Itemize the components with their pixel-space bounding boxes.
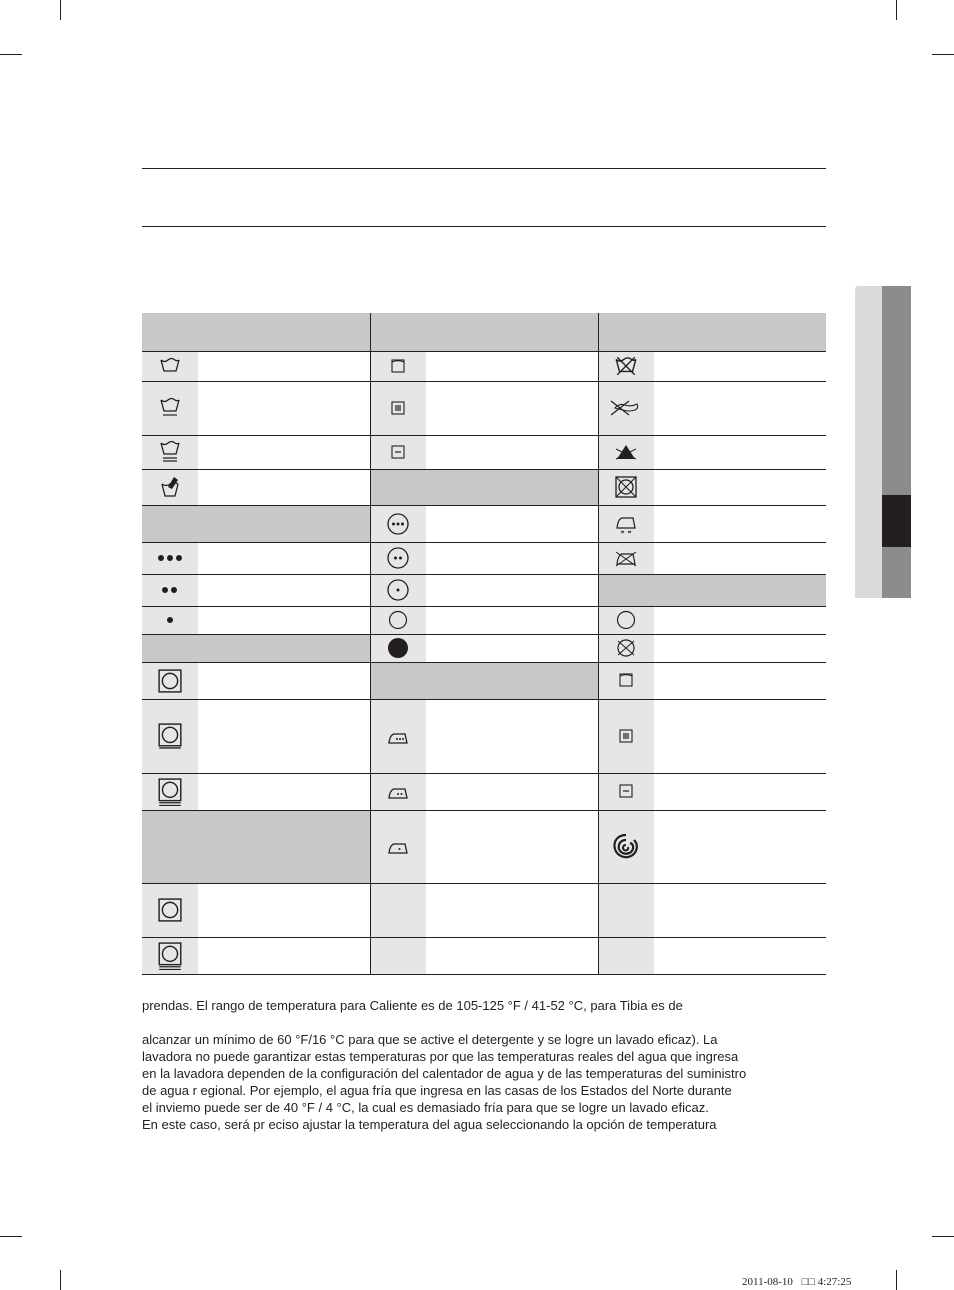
table-header-row — [142, 313, 826, 351]
section-header — [142, 810, 370, 883]
body-line: en la lavadora dependen de la configuración del calentador de agua y de las temperaturas del suministro — [142, 1066, 747, 1081]
table-row — [142, 542, 826, 574]
table-row — [142, 351, 826, 381]
symbol-description — [198, 662, 370, 699]
dots-2-icon — [142, 574, 198, 606]
hand-wash-icon — [142, 469, 198, 505]
iron-medium-icon — [370, 773, 426, 810]
symbol-description — [426, 606, 598, 634]
print-time: 4:27:25 — [817, 1276, 852, 1288]
do-not-iron-icon — [598, 542, 654, 574]
side-tab-strip — [882, 286, 911, 598]
dry-flat-icon — [598, 773, 654, 810]
crop-mark — [60, 1270, 61, 1290]
section-header — [370, 662, 598, 699]
table-row — [142, 810, 826, 883]
drip-dry-icon — [598, 699, 654, 773]
symbol-description — [654, 634, 826, 662]
symbol-description — [426, 542, 598, 574]
do-not-wash-icon — [598, 351, 654, 381]
dry-circle-3-dots-icon — [370, 505, 426, 542]
symbol-description — [654, 606, 826, 634]
symbol-description — [198, 351, 370, 381]
dry-circle-1-dot-icon — [370, 574, 426, 606]
symbol-description — [426, 883, 598, 937]
tumble-dry-icon — [142, 883, 198, 937]
title-rule-bottom — [142, 226, 826, 227]
wash-tub-delicate-icon — [142, 435, 198, 469]
symbol-description — [654, 542, 826, 574]
circle-filled-icon — [370, 634, 426, 662]
symbol-description — [426, 634, 598, 662]
body-paragraph-1: prendas. El rango de temperatura para Caliente es de 105-125 °F / 41-52 °C, para Tibia es de — [142, 998, 683, 1013]
print-timestamp — [742, 1276, 851, 1288]
symbol-description — [654, 662, 826, 699]
table-row — [142, 634, 826, 662]
symbol-description — [198, 542, 370, 574]
circle-open-icon — [370, 606, 426, 634]
crop-mark — [932, 54, 954, 55]
table-row — [142, 937, 826, 974]
tumble-dry-permanent-press-icon — [142, 699, 198, 773]
symbol-description — [426, 699, 598, 773]
table-row — [142, 505, 826, 542]
symbol-description — [198, 606, 370, 634]
crop-mark — [896, 1270, 897, 1290]
body-line: de agua r egional. Por ejemplo, el agua fría que ingresa en las casas de los Estados del Norte durante — [142, 1083, 732, 1098]
body-line: En este caso, será pr eciso ajustar la temperatura del agua seleccionando la opción de temperatura — [142, 1117, 717, 1132]
title-rule-top — [142, 168, 826, 169]
symbol-description — [198, 469, 370, 505]
symbol-description — [654, 505, 826, 542]
wash-tub-permanent-press-icon — [142, 381, 198, 435]
woolmark-icon — [598, 810, 654, 883]
tumble-dry-delicate-icon — [142, 773, 198, 810]
table-row — [142, 699, 826, 773]
symbol-description — [198, 883, 370, 937]
section-header — [142, 505, 370, 542]
do-not-wring-icon — [598, 381, 654, 435]
side-tab — [855, 286, 882, 598]
symbol-description — [198, 773, 370, 810]
wash-tub-icon — [142, 351, 198, 381]
table-row — [142, 773, 826, 810]
table-row — [142, 883, 826, 937]
body-line: lavadora no puede garantizar estas temperaturas por que las temperaturas reales del agua que ingresa — [142, 1049, 739, 1064]
symbol-description — [426, 505, 598, 542]
crop-mark — [896, 0, 897, 20]
crop-mark — [60, 0, 61, 20]
symbol-description — [654, 883, 826, 937]
symbol-description — [654, 810, 826, 883]
table-row — [142, 381, 826, 435]
symbol-description — [654, 469, 826, 505]
symbol-description — [426, 773, 598, 810]
symbol-description — [198, 937, 370, 974]
tumble-dry-icon — [142, 662, 198, 699]
empty-icon-cell — [370, 937, 426, 974]
side-tab-active-marker — [882, 495, 911, 547]
iron-high-icon — [370, 699, 426, 773]
table-row — [142, 662, 826, 699]
do-not-tumble-dry-icon — [598, 469, 654, 505]
dots-3-icon — [142, 542, 198, 574]
symbol-description — [426, 381, 598, 435]
symbol-description — [198, 699, 370, 773]
symbol-description — [426, 810, 598, 883]
drip-dry-icon — [370, 381, 426, 435]
symbol-description — [426, 937, 598, 974]
empty-icon-cell — [598, 883, 654, 937]
symbol-description — [654, 351, 826, 381]
column-header-warnings — [598, 313, 826, 351]
symbol-description — [198, 435, 370, 469]
crop-mark — [0, 54, 22, 55]
symbol-description — [654, 381, 826, 435]
table-row — [142, 606, 826, 634]
table-row — [142, 469, 826, 505]
symbol-description — [426, 435, 598, 469]
symbol-description — [654, 773, 826, 810]
body-line: alcanzar un mínimo de 60 °F/16 °C para que se active el detergente y se logre un lavado eficaz). La — [142, 1032, 718, 1047]
dry-circle-2-dots-icon — [370, 542, 426, 574]
empty-icon-cell — [598, 937, 654, 974]
dry-flat-icon — [370, 435, 426, 469]
section-header — [598, 574, 826, 606]
dot-1-icon — [142, 606, 198, 634]
symbol-description — [198, 381, 370, 435]
section-header — [142, 634, 370, 662]
empty-icon-cell — [370, 883, 426, 937]
line-dry-icon — [598, 662, 654, 699]
print-placeholder-glyphs: □□ — [801, 1276, 815, 1288]
symbol-description — [426, 351, 598, 381]
table-row — [142, 574, 826, 606]
symbol-description — [426, 574, 598, 606]
body-line: el inviemo puede ser de 40 °F / 4 °C, la cual es demasiado fría para que se logre un lavado eficaz. — [142, 1100, 709, 1115]
column-header-drying — [370, 313, 598, 351]
dry-clean-icon — [598, 606, 654, 634]
tumble-dry-delicate-icon — [142, 937, 198, 974]
print-date: 2011-08-10 — [742, 1276, 793, 1288]
symbol-description — [654, 435, 826, 469]
symbol-description — [654, 937, 826, 974]
crop-mark — [0, 1236, 22, 1237]
symbol-description — [654, 699, 826, 773]
column-header-washing — [142, 313, 370, 351]
iron-low-icon — [370, 810, 426, 883]
do-not-dry-clean-icon — [598, 634, 654, 662]
care-symbols-table — [142, 313, 826, 975]
symbol-description — [198, 574, 370, 606]
section-header — [370, 469, 598, 505]
crop-mark — [932, 1236, 954, 1237]
table-row — [142, 435, 826, 469]
line-dry-icon — [370, 351, 426, 381]
bleach-icon — [598, 435, 654, 469]
do-not-iron-steam-icon — [598, 505, 654, 542]
